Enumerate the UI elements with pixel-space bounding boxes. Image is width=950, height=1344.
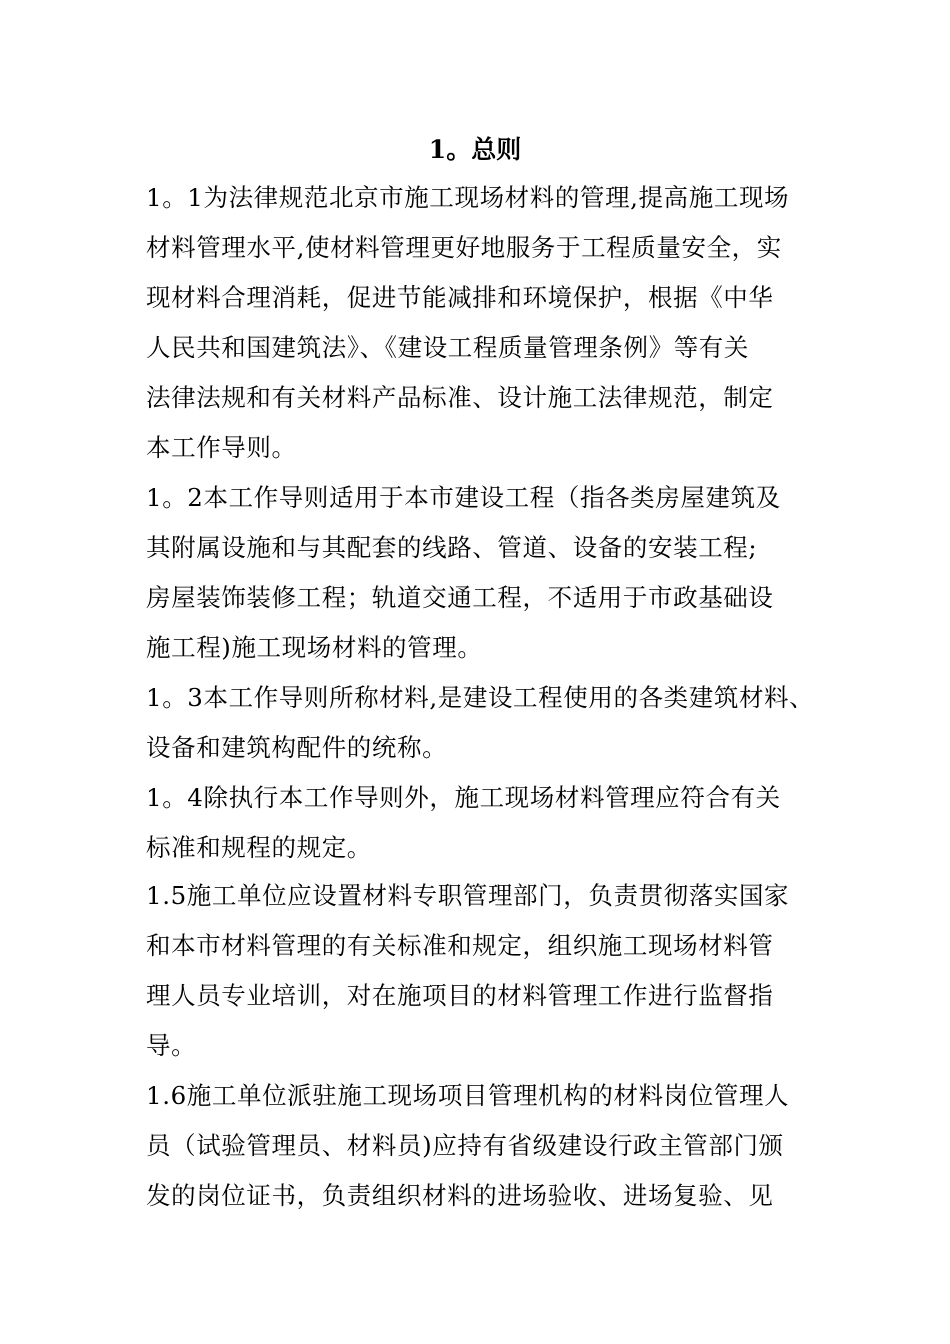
text-line: 设备和建筑构配件的统称。 — [146, 733, 448, 762]
text-line: 导。 — [146, 1031, 197, 1060]
text-line: 其附属设施和与其配套的线路、管道、设备的安装工程; — [146, 533, 758, 562]
text-line: 1。3本工作导则所称材料,是建设工程使用的各类建筑材料、 — [146, 683, 815, 712]
section-heading: 1。总则 — [428, 135, 522, 164]
text-line: 人民共和国建筑法》、《建设工程质量管理条例》等有关 — [146, 333, 749, 362]
text-line: 和本市材料管理的有关标准和规定，组织施工现场材料管 — [146, 931, 774, 960]
text-line: 施工程)施工现场材料的管理。 — [146, 633, 483, 662]
text-line: 房屋装饰装修工程；轨道交通工程，不适用于市政基础设 — [146, 583, 774, 612]
text-line: 1.5施工单位应设置材料专职管理部门，负责贯彻落实国家 — [146, 881, 790, 910]
text-line: 1。1为法律规范北京市施工现场材料的管理,提高施工现场 — [146, 183, 790, 212]
text-line: 法律法规和有关材料产品标准、设计施工法律规范，制定 — [146, 383, 774, 412]
text-line: 1。4除执行本工作导则外，施工现场材料管理应符合有关 — [146, 783, 781, 812]
text-line: 理人员专业培训，对在施项目的材料管理工作进行监督指 — [146, 981, 774, 1010]
text-line: 1。2本工作导则适用于本市建设工程（指各类房屋建筑及 — [146, 483, 781, 512]
text-line: 发的岗位证书，负责组织材料的进场验收、进场复验、见 — [146, 1181, 774, 1210]
text-line: 员（试验管理员、材料员)应持有省级建设行政主管部门颁 — [146, 1131, 784, 1160]
text-line: 材料管理水平,使材料管理更好地服务于工程质量安全，实 — [146, 233, 782, 262]
text-line: 本工作导则。 — [146, 433, 297, 462]
text-line: 标准和规程的规定。 — [146, 833, 372, 862]
text-line: 现材料合理消耗，促进节能减排和环境保护，根据《中华 — [146, 283, 774, 312]
text-line: 1.6施工单位派驻施工现场项目管理机构的材料岗位管理人 — [146, 1081, 790, 1110]
